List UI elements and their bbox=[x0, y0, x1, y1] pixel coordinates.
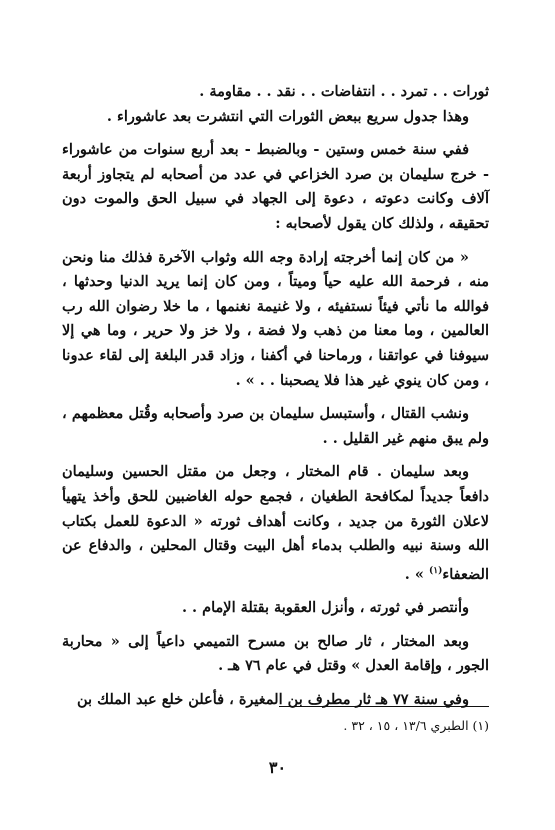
paragraph-mukhtar bbox=[62, 460, 489, 587]
paragraph-salih: وبعد المختار ، ثار صالح بن مسرح التميمي داعياً إلى « محاربة الجور ، وإقامة العدل » وقتل في عام ٧٦ هـ . bbox=[62, 632, 489, 675]
page-number: ٣٠ bbox=[268, 758, 287, 777]
footnote-reference: (١) bbox=[429, 565, 443, 576]
paragraph-mutarrif: وفي سنة ٧٧ هـ ثار مطرف بن المغيرة ، فأعلن خلع عبد الملك بن bbox=[76, 690, 469, 708]
quote-paragraph: « من كان إنما أخرجته إرادة وجه الله وثواب الآخرة فذلك منا ونحن منه ، فرحمة الله عليه حياً وميتاً ، ومن كان إنما يريد الدنيا وحدثها ، فوالله ما نأتي فيئاً نستفيئه ، ولا غنيمة نغنمها ، ما خلا رضوان الله رب العالمين ، وما معنا من ذهب ولا فضة ، ولا خز ولا حرير ، وما هي إلا سيوفنا في عواتقنا ، ورماحنا في أكفنا ، وزاد قدر البلغة إلى لقاء عدونا ، ومن كان ينوي غير هذا فلا يصحبنا . . » . bbox=[62, 248, 489, 389]
paragraph-mukhtar-end: » . bbox=[404, 565, 424, 583]
footnote-divider bbox=[279, 706, 489, 707]
heading-line: ثورات . . تمرد . . انتفاضات . . نقد . . مقاومة . bbox=[199, 83, 489, 100]
paragraph-victory: وأنتصر في ثورته ، وأنزل العقوبة بقتلة الإمام . . bbox=[181, 599, 469, 617]
footnote: (١) الطبري ١٣/٦ ، ١٥ ، ٣٢ . bbox=[343, 718, 489, 733]
paragraph-sulayman: ففي سنة خمس وستين - وبالضبط - بعد أربع سنوات من عاشوراء - خرج سليمان بن صرد الخزاعي في عدد من أصحابه لم يتجاوز أربعة آلاف وكانت دعوته ، دعوة إلى الجهاد في سبيل الحق والموت دون تحقيقه ، ولذلك كان يقول لأصحابه : bbox=[62, 141, 489, 232]
paragraph-mukhtar-text: وبعد سليمان . قام المختار ، وجعل من مقتل الحسين وسليمان دافعاً جديداً لمكافحة الطغيان ، فجمع حوله الغاضبين للحق وأخذ يتهيأ لاعلان الثورة من جديد ، وكانت أهداف ثورته « الدعوة للعمل بكتاب الله وسنة نبيه والطلب بدماء أهل البيت وقتال المحلين ، والدفاع عن الضعفاء bbox=[62, 463, 489, 583]
intro-paragraph: وهذا جدول سريع ببعض الثورات التي انتشرت بعد عاشوراء . bbox=[106, 107, 469, 125]
paragraph-battle: ونشب القتال ، وأستبسل سليمان بن صرد وأصحابه وقُتل معظمهم ، ولم يبق منهم غير القليل . . bbox=[62, 405, 489, 447]
